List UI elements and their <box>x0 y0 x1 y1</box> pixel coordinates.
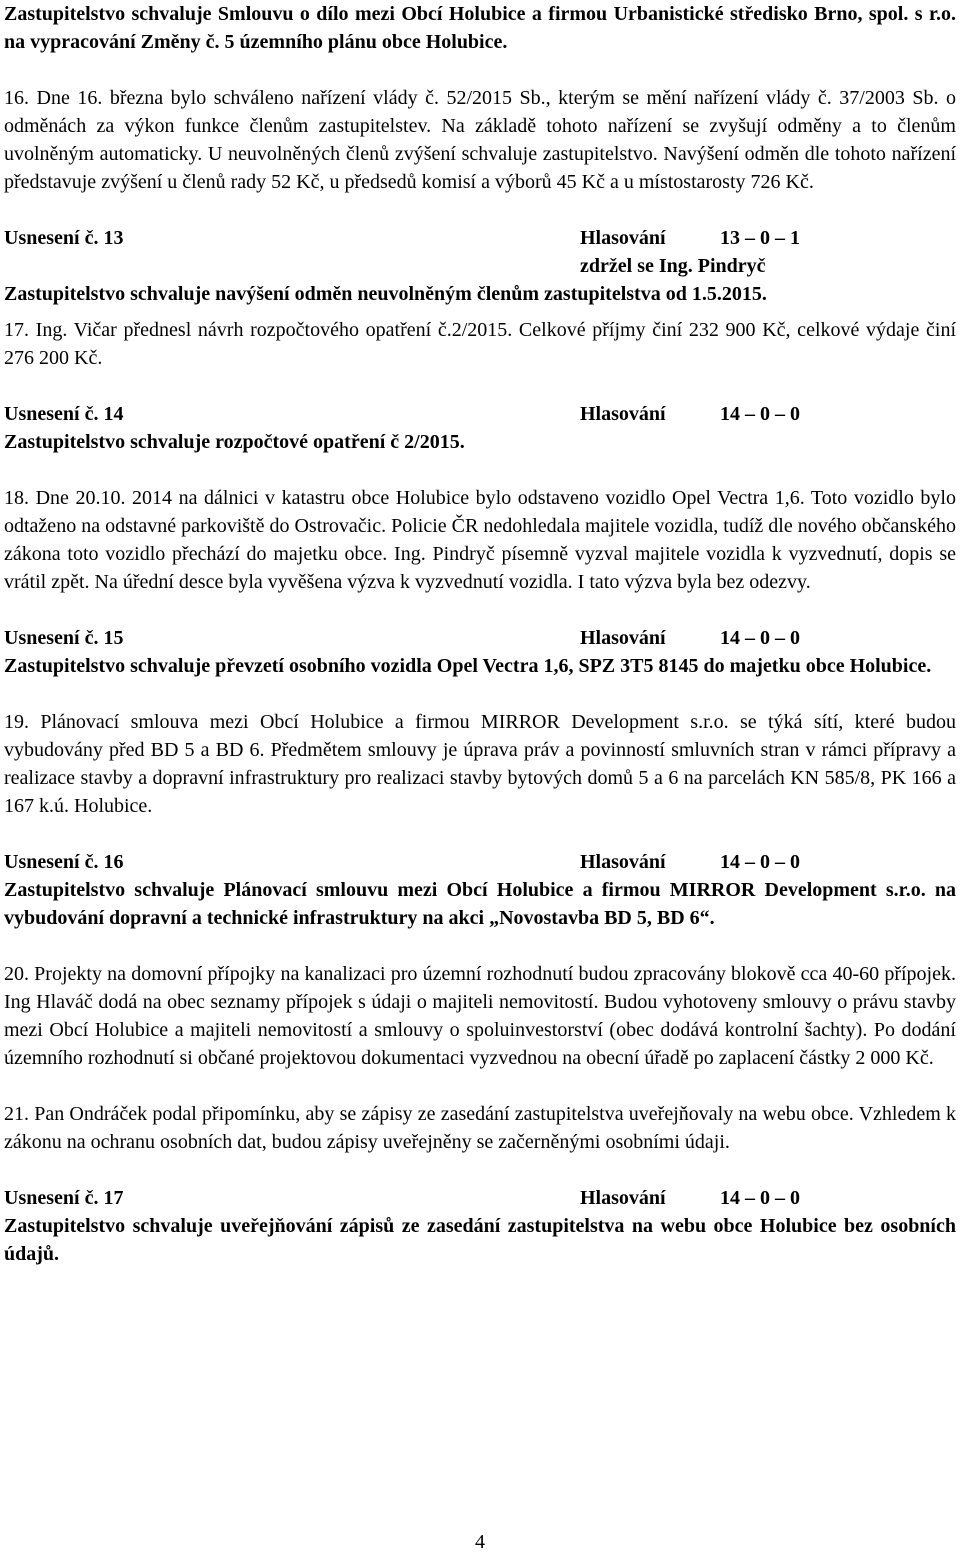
page-number: 4 <box>475 1531 485 1553</box>
vote-label: Hlasování <box>580 227 666 249</box>
resolution-16-header <box>4 848 956 876</box>
item-19-text: 19. Plánovací smlouva mezi Obcí Holubice a firmou MIRROR Development s.r.o. se týká sítí, které budou vybudovány před BD 5 a BD 6. Předmětem smlouvy je úprava práv a povinností smluvních stran v rámci přípravy a realizace stavby a dopravní infrastruktury pro realizaci stavby bytových domů 5 a 6 na parcelách KN 585/8, PK 166 a 167 k.ú. Holubice. <box>4 711 956 817</box>
item-20-text: 20. Projekty na domovní přípojky na kanalizaci pro územní rozhodnutí budou zpracovány blokově cca 40-60 přípojek. Ing Hlaváč dodá na obec seznamy přípojek s údaji o majiteli nemovitostí. Budou vyhotoveny smlouvy o právu stavby mezi Obcí Holubice a majiteli nemovitostí a smlouvy o spoluinvestorství (obec dodává kontrolní šachty). Po dodání územního rozhodnutí si občané projektovou dokumentaci vyzvednou na obecní úřadě po zaplacení částky 2 000 Kč. <box>4 963 956 1069</box>
resolution-label: Usnesení č. 13 <box>4 227 124 249</box>
vote-result: 13 – 0 – 1 <box>720 227 800 249</box>
item-21-text: 21. Pan Ondráček podal připomínku, aby se zápisy ze zasedání zastupitelstva uveřejňovaly na webu obce. Vzhledem k zákonu na ochranu osobních dat, budou zápisy uveřejněny se začerněnými osobními údaji. <box>4 1103 956 1153</box>
vote-result: 14 – 0 – 0 <box>720 851 800 873</box>
resolution-17-header <box>4 1184 956 1212</box>
resolution-14-text: Zastupitelstvo schvaluje rozpočtové opatření č 2/2015. <box>4 431 465 453</box>
resolution-label: Usnesení č. 17 <box>4 1187 124 1209</box>
resolution-14-header <box>4 400 956 428</box>
resolution-label: Usnesení č. 15 <box>4 627 124 649</box>
resolution-13-text: Zastupitelstvo schvaluje navýšení odměn neuvolněným členům zastupitelstva od 1.5.2015. <box>4 283 767 305</box>
item-16-text: 16. Dne 16. března bylo schváleno nařízení vlády č. 52/2015 Sb., kterým se mění nařízení vlády č. 37/2003 Sb. o odměnách za výkon funkce členům zastupitelstev. Na základě tohoto nařízení se zvyšují odměny a to členům uvolněným automaticky. U neuvolněných členů zvýšení schvaluje zastupitelstvo. Navýšení odměn dle tohoto nařízení představuje zvýšení u členů rady 52 Kč, u předsedů komisí a výborů 45 Kč a u místostarosty 726 Kč. <box>4 87 956 193</box>
resolution-label: Usnesení č. 16 <box>4 851 124 873</box>
resolution-13-header <box>4 224 956 252</box>
vote-result: 14 – 0 – 0 <box>720 403 800 425</box>
resolution-17-text: Zastupitelstvo schvaluje uveřejňování zápisů ze zasedání zastupitelstva na webu obce Holubice bez osobních údajů. <box>4 1215 956 1265</box>
resolution-16-text: Zastupitelstvo schvaluje Plánovací smlouvu mezi Obcí Holubice a firmou MIRROR Development s.r.o. na vybudování dopravní a technické infrastruktury na akci „Novostavba BD 5, BD 6“. <box>4 879 956 929</box>
vote-label: Hlasování <box>580 851 666 873</box>
item-18-text: 18. Dne 20.10. 2014 na dálnici v katastru obce Holubice bylo odstaveno vozidlo Opel Vectra 1,6. Toto vozidlo bylo odtaženo na odstavné parkoviště do Ostrovačic. Policie ČR nedohledala majitele vozidla, tudíž dle nového občanského zákona toto vozidlo přechází do majetku obce. Ing. Pindryč písemně vyzval majitele vozidla k vyzvednutí, dopis se vrátil zpět. Na úřední desce byla vyvěšena výzva k vyzvednutí vozidla. I tato výzva byla bez odezvy. <box>4 487 956 593</box>
vote-label: Hlasování <box>580 403 666 425</box>
resolution-15-text: Zastupitelstvo schvaluje převzetí osobního vozidla Opel Vectra 1,6, SPZ 3T5 8145 do majetku obce Holubice. <box>4 655 932 677</box>
resolution-15-header <box>4 624 956 652</box>
intro-resolution-text: Zastupitelstvo schvaluje Smlouvu o dílo mezi Obcí Holubice a firmou Urbanistické středisko Brno, spol. s r.o. na vypracování Změny č. 5 územního plánu obce Holubice. <box>4 3 956 53</box>
abstention-note: zdržel se Ing. Pindryč <box>580 255 766 277</box>
resolution-label: Usnesení č. 14 <box>4 403 124 425</box>
vote-label: Hlasování <box>580 1187 666 1209</box>
document-page <box>4 0 956 1268</box>
item-17-text: 17. Ing. Vičar přednesl návrh rozpočtového opatření č.2/2015. Celkové příjmy činí 232 900 Kč, celkové výdaje činí 276 200 Kč. <box>4 319 956 369</box>
vote-result: 14 – 0 – 0 <box>720 1187 800 1209</box>
vote-result: 14 – 0 – 0 <box>720 627 800 649</box>
vote-label: Hlasování <box>580 627 666 649</box>
